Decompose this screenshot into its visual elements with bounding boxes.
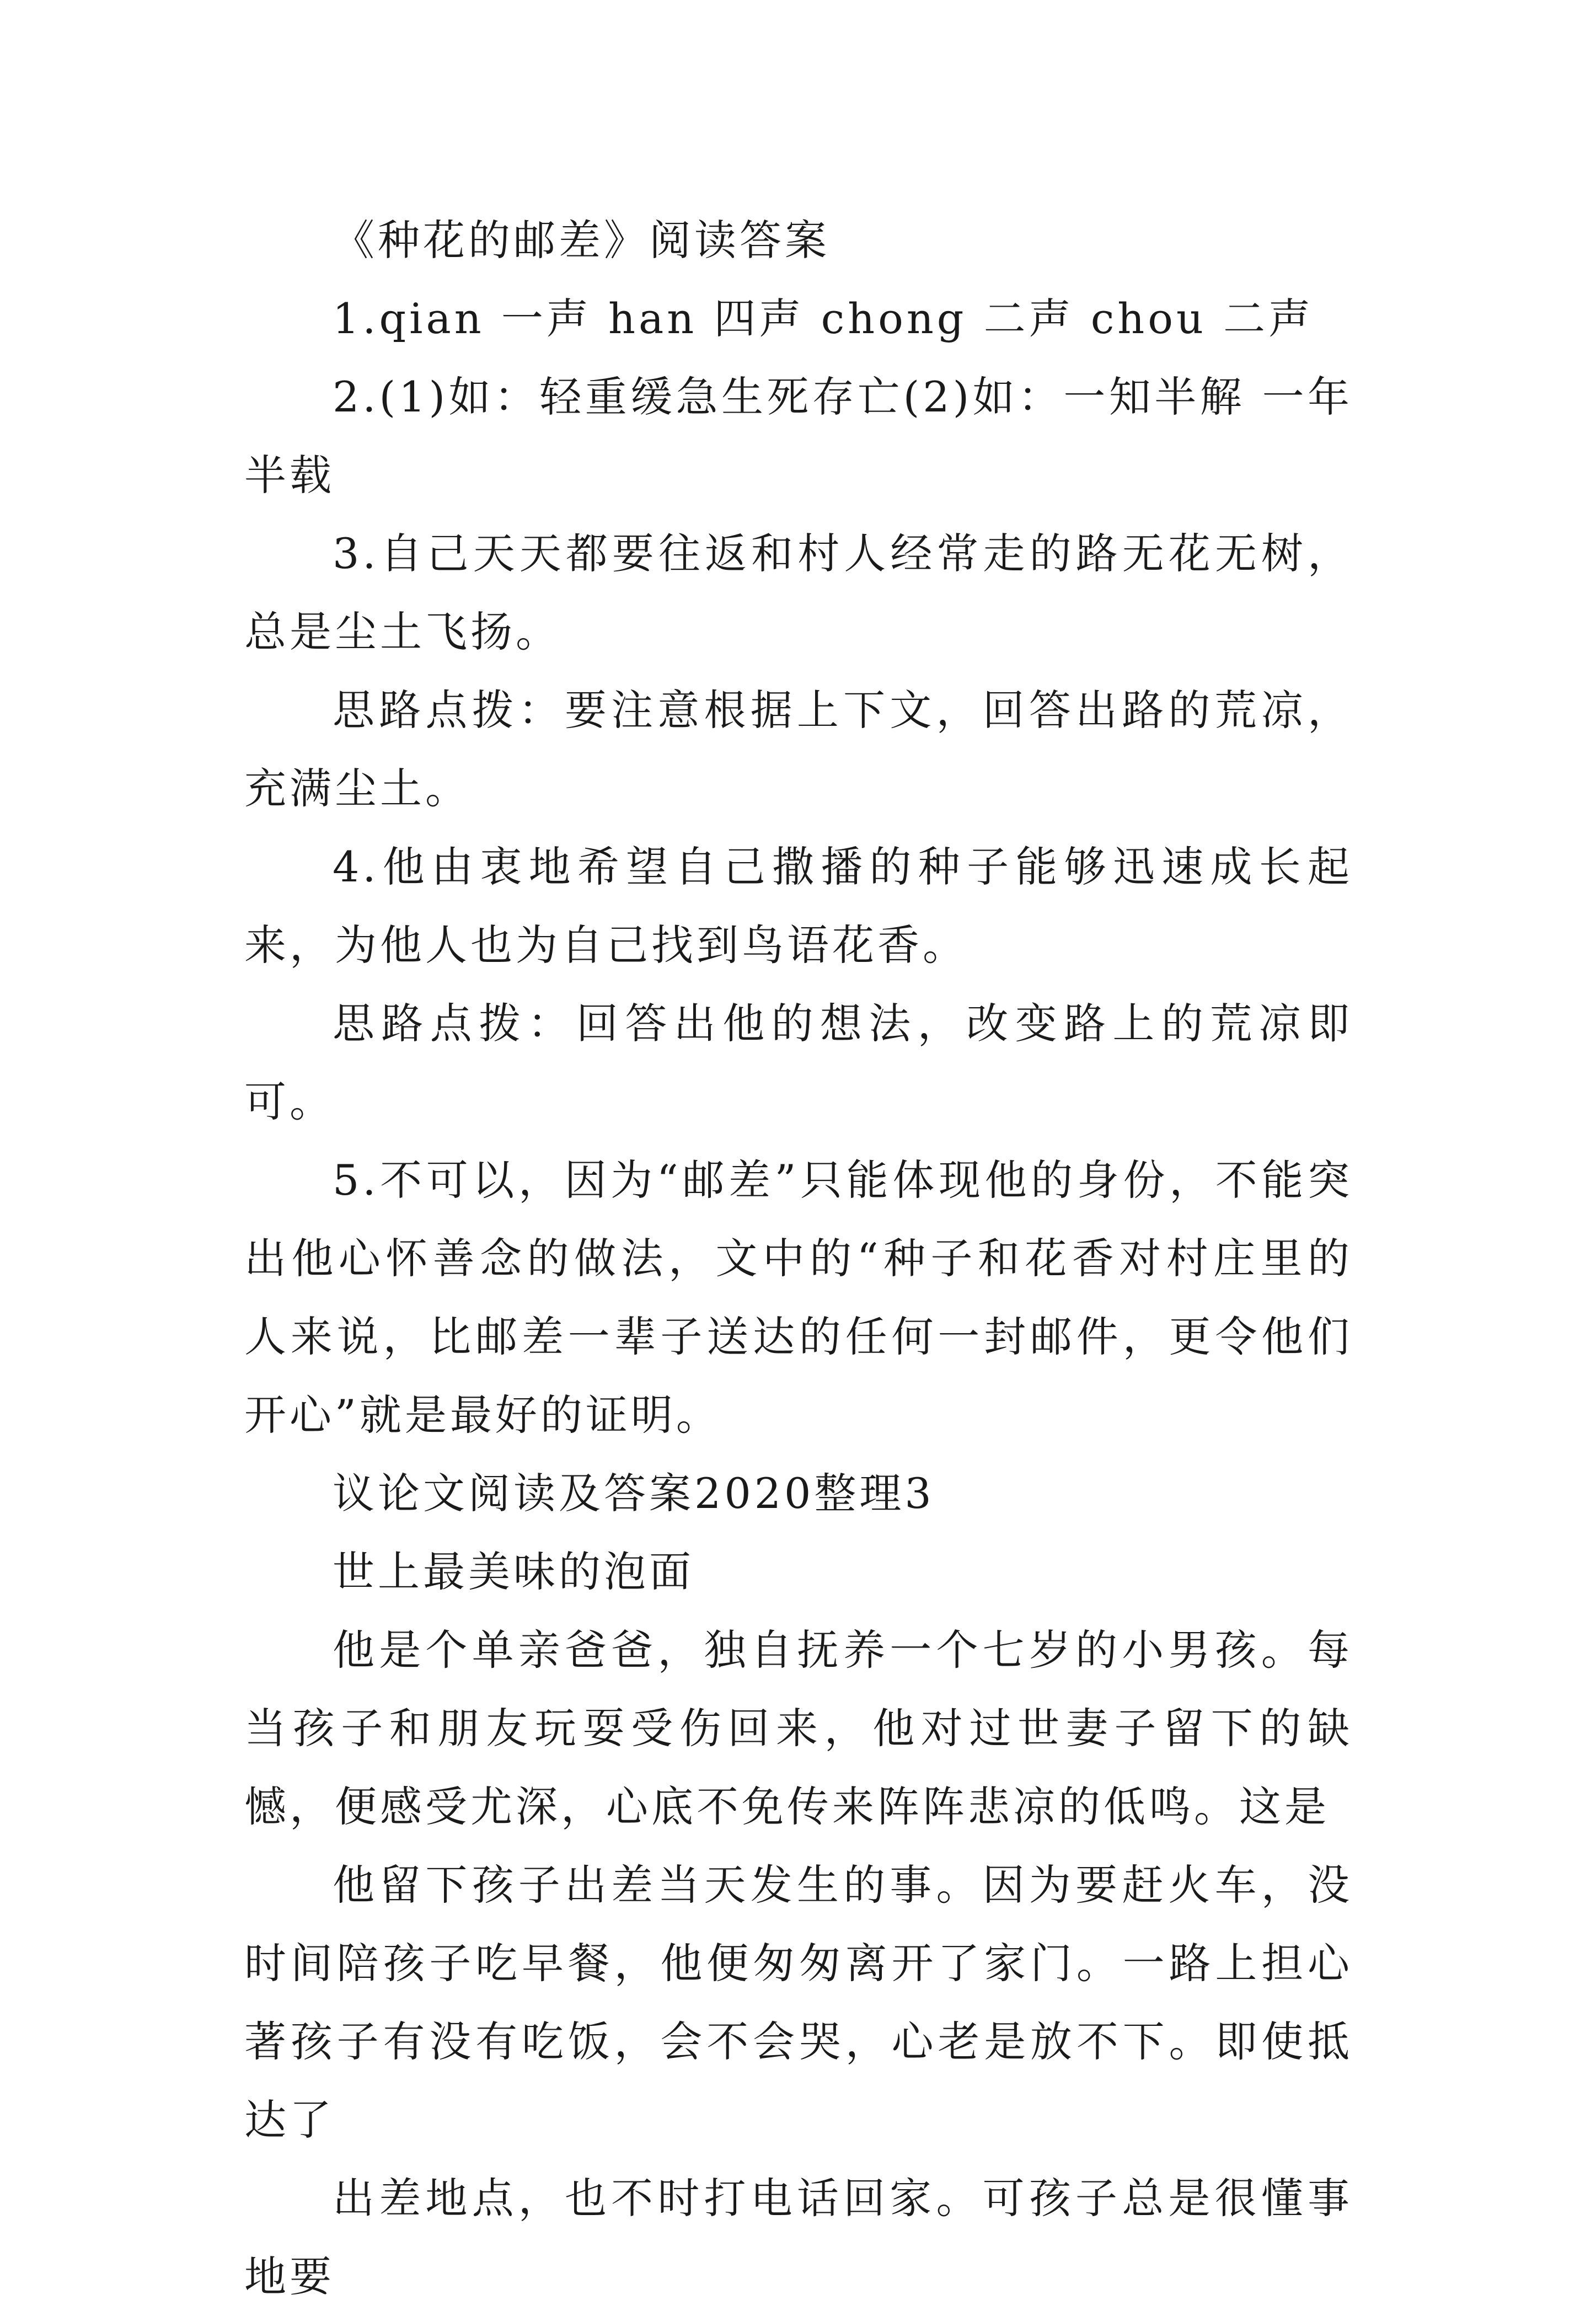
answer-5: 5.不可以，因为“邮差”只能体现他的身份，不能突出他心怀善念的做法，文中的“种子和花香对村庄里的人来说，比邮差一辈子送达的任何一封邮件，更令他们开心”就是最好的证明。 <box>244 1156 1353 1440</box>
story-title: 世上最美味的泡面 <box>333 1547 694 1596</box>
answer-3: 3.自己天天都要往返和村人经常走的路无花无树，总是尘土飞扬。 <box>244 529 1353 656</box>
story-paragraph: 他留下孩子出差当天发生的事。因为要赶火车，没时间陪孩子吃早餐，他便匆匆离开了家门。一路上担心著孩子有没有吃饭，会不会哭，心老是放不下。即使抵达了 <box>244 1860 1353 2144</box>
answer-2: 2.(1)如：轻重缓急生死存亡(2)如：一知半解 一年半载 <box>244 372 1353 500</box>
story-paragraph: 他是个单亲爸爸，独自抚养一个七岁的小男孩。每当孩子和朋友玩耍受伤回来，他对过世妻子留下的缺憾，便感受尤深，心底不免传来阵阵悲凉的低鸣。这是 <box>244 1625 1353 1831</box>
answer-4: 4.他由衷地希望自己撒播的种子能够迅速成长起来，为他人也为自己找到鸟语花香。 <box>244 842 1353 970</box>
story-paragraph: 出差地点，也不时打电话回家。可孩子总是很懂事地要 <box>244 2174 1353 2301</box>
answer-1: 1.qian 一声 han 四声 chong 二声 chou 二声 <box>333 294 1314 343</box>
answer-3-hint: 思路点拨：要注意根据上下文，回答出路的荒凉，充满尘土。 <box>244 686 1353 813</box>
answer-title: 《种花的邮差》阅读答案 <box>333 216 830 265</box>
section-heading: 议论文阅读及答案2020整理3 <box>333 1469 935 1518</box>
answer-4-hint: 思路点拨：回答出他的想法，改变路上的荒凉即可。 <box>244 999 1353 1126</box>
document-body <box>244 201 1353 2316</box>
